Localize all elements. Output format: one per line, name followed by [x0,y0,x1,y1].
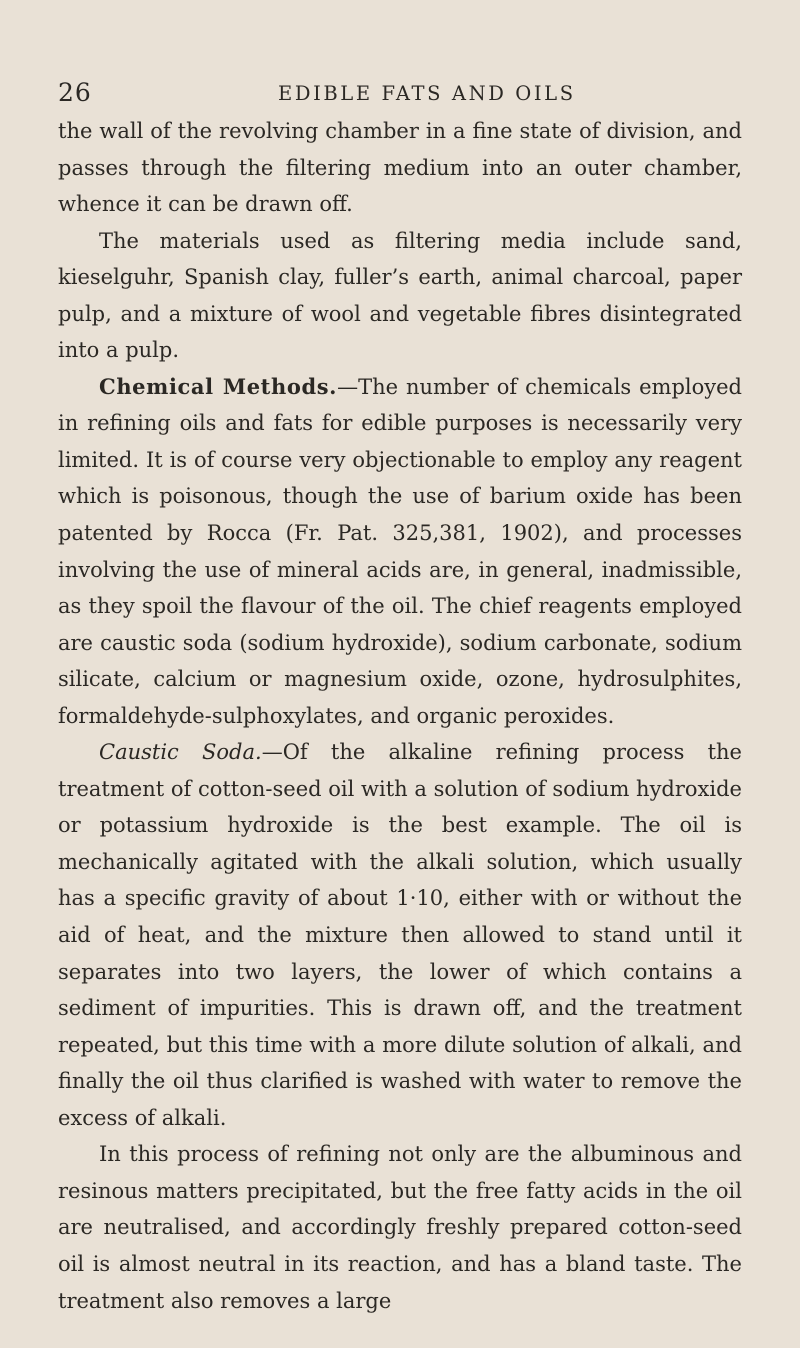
body-text [58,113,742,1319]
paragraph-text: —Of the alkaline refining process the treatment of cotton-seed oil with a solution of sodium hydroxide or potassium hydroxide is the best example. The oil is mechanically agitated with the alkali solution, which usually has a specific gravity of about 1·10, either with or without the aid of heat, and the mixture then allowed to stand until it separates into two layers, the lower of which contains a sediment of impurities. This is drawn off, and the treatment repeated, but this time with a more dilute solution of alkali, and finally the oil thus clarified is washed with water to remove the excess of alkali. [58,740,742,1130]
paragraph-text: The materials used as filtering media include sand, kieselguhr, Spanish clay, fuller’s earth, animal charcoal, paper pulp, and a mixture of wool and vegetable fibres disintegrated into a pulp. [58,228,742,363]
page-number: 26 [58,78,92,107]
paragraph-chemical-methods [58,369,742,734]
paragraph-text: In this process of refining not only are the albuminous and resinous matters precipitated, but the free fatty acids in the oil are neutralised, and accordingly freshly prepared cotton-seed oil is almost neutral in its reaction, and has a bland taste. The treatment also removes a large [58,1142,742,1313]
paragraph-filtering-media [58,223,742,369]
paragraph-text: —The number of chemicals employed in refining oils and fats for edible purposes is necessarily very limited. It is of course very objectionable to employ any reagent which is poisonous, though the use of barium oxide has been patented by Rocca (Fr. Pat. 325,381, 1902), and processes involving the use of mineral acids are, in general, inadmissible, as they spoil the flavour of the oil. The chief reagents employed are caustic soda (sodium hydroxide), sodium carbonate, sodium silicate, calcium or magnesium oxide, ozone, hydrosulphites, formaldehyde-sulphoxylates, and organic peroxides. [58,374,742,728]
running-head [58,78,742,112]
section-heading-caustic-soda: Caustic Soda. [99,740,262,765]
paragraph-text: the wall of the revolving chamber in a fine state of division, and passes through the filtering medium into an outer chamber, whence it can be drawn off. [58,119,742,217]
paragraph-continued [58,113,742,223]
paragraph-refining-process [58,1136,742,1319]
paragraph-caustic-soda [58,734,742,1136]
running-title: EDIBLE FATS AND OILS [278,82,576,105]
section-heading-chemical-methods: Chemical Methods. [99,373,338,399]
